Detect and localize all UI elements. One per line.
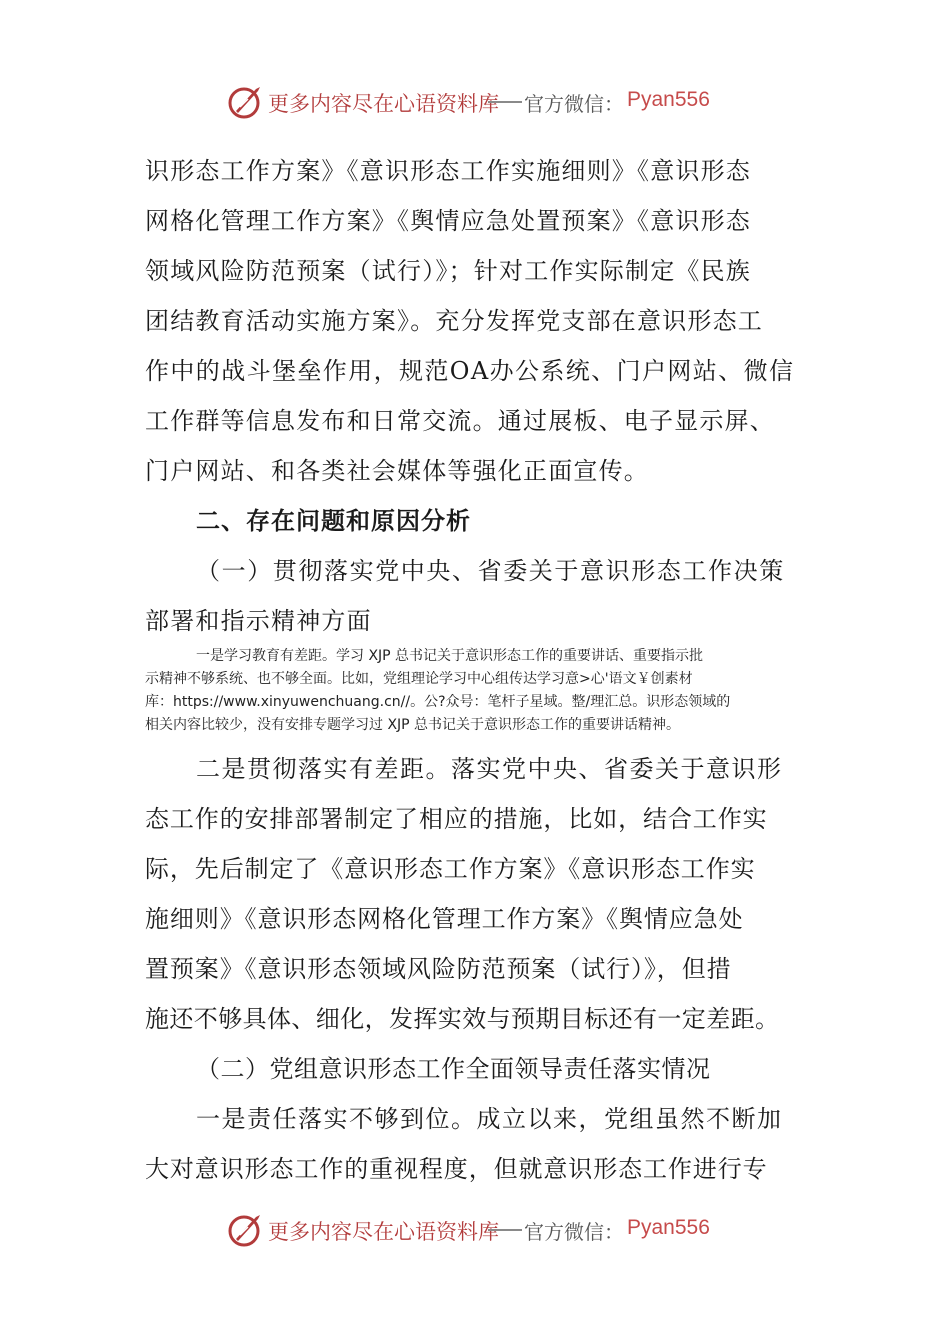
body-line: 团结教育活动实施方案》。充分发挥党支部在意识形态工: [145, 307, 763, 335]
watermark-wechat-label: 官方微信：: [524, 1220, 624, 1244]
body-line: 一是责任落实不够到位。成立以来，党组虽然不断加: [196, 1105, 783, 1133]
small-para-line: 库：https://www.xinyuwenchuang.cn//。公?众号：笔杆子星域。整/理汇总。识形态领域的: [145, 694, 731, 710]
body-line: 工作群等信息发布和日常交流。通过展板、电子显示屏、: [145, 407, 775, 435]
watermark-brand: 更多内容尽在心语资料库: [268, 1220, 499, 1244]
body-line: 大对意识形态工作的重视程度，但就意识形态工作进行专: [145, 1155, 768, 1183]
subsection-heading: 部署和指示精神方面: [145, 607, 372, 635]
watermark-banner-bottom: [0, 1206, 950, 1256]
watermark-dash: [488, 101, 522, 103]
quill-logo-icon: [226, 81, 266, 121]
subsection-heading: （一）贯彻落实党中央、省委关于意识形态工作决策: [196, 557, 785, 585]
watermark-brand: 更多内容尽在心语资料库: [268, 92, 499, 116]
small-para-line: 相关内容比较少，没有安排专题学习过 XJP 总书记关于意识形态工作的重要讲话精神。: [145, 717, 681, 733]
body-line: 网格化管理工作方案》《舆情应急处置预案》《意识形态: [145, 207, 751, 235]
small-para-line: 一是学习教育有差距。学习 XJP 总书记关于意识形态工作的重要讲话、重要指示批: [196, 648, 704, 664]
watermark-dash: [488, 1229, 522, 1231]
body-line: 领域风险防范预案（试行）》；针对工作实际制定《民族: [145, 257, 751, 285]
watermark-wechat-label: 官方微信：: [524, 92, 624, 116]
body-line: 置预案》《意识形态领域风险防范预案（试行）》，但措: [145, 955, 732, 983]
body-line: 二是贯彻落实有差距。落实党中央、省委关于意识形: [196, 755, 783, 783]
body-line: 门户网站、和各类社会媒体等强化正面宣传。: [145, 457, 649, 485]
body-line: 态工作的安排部署制定了相应的措施，比如，结合工作实: [145, 805, 768, 833]
body-line: 际，先后制定了《意识形态工作方案》《意识形态工作实: [145, 855, 756, 883]
watermark-account: Pyan556: [627, 1216, 710, 1239]
watermark-account: Pyan556: [627, 88, 710, 111]
small-para-line: 示精神不够系统、也不够全面。比如，党组理论学习中心组传达学习意>心'语文￥创素材: [145, 671, 693, 687]
quill-logo-icon: [226, 1209, 266, 1249]
watermark-banner-top: [0, 78, 950, 128]
body-line: 识形态工作方案》《意识形态工作实施细则》《意识形态: [145, 157, 751, 185]
body-line: 施细则》《意识形态网格化管理工作方案》《舆情应急处: [145, 905, 744, 933]
section-heading: 二、存在问题和原因分析: [196, 507, 471, 535]
subsection-heading: （二）党组意识形态工作全面领导责任落实情况: [196, 1055, 711, 1083]
body-line: 施还不够具体、细化，发挥实效与预期目标还有一定差距。: [145, 1005, 780, 1033]
body-line: 作中的战斗堡垒作用，规范OA办公系统、门户网站、微信: [145, 357, 795, 385]
